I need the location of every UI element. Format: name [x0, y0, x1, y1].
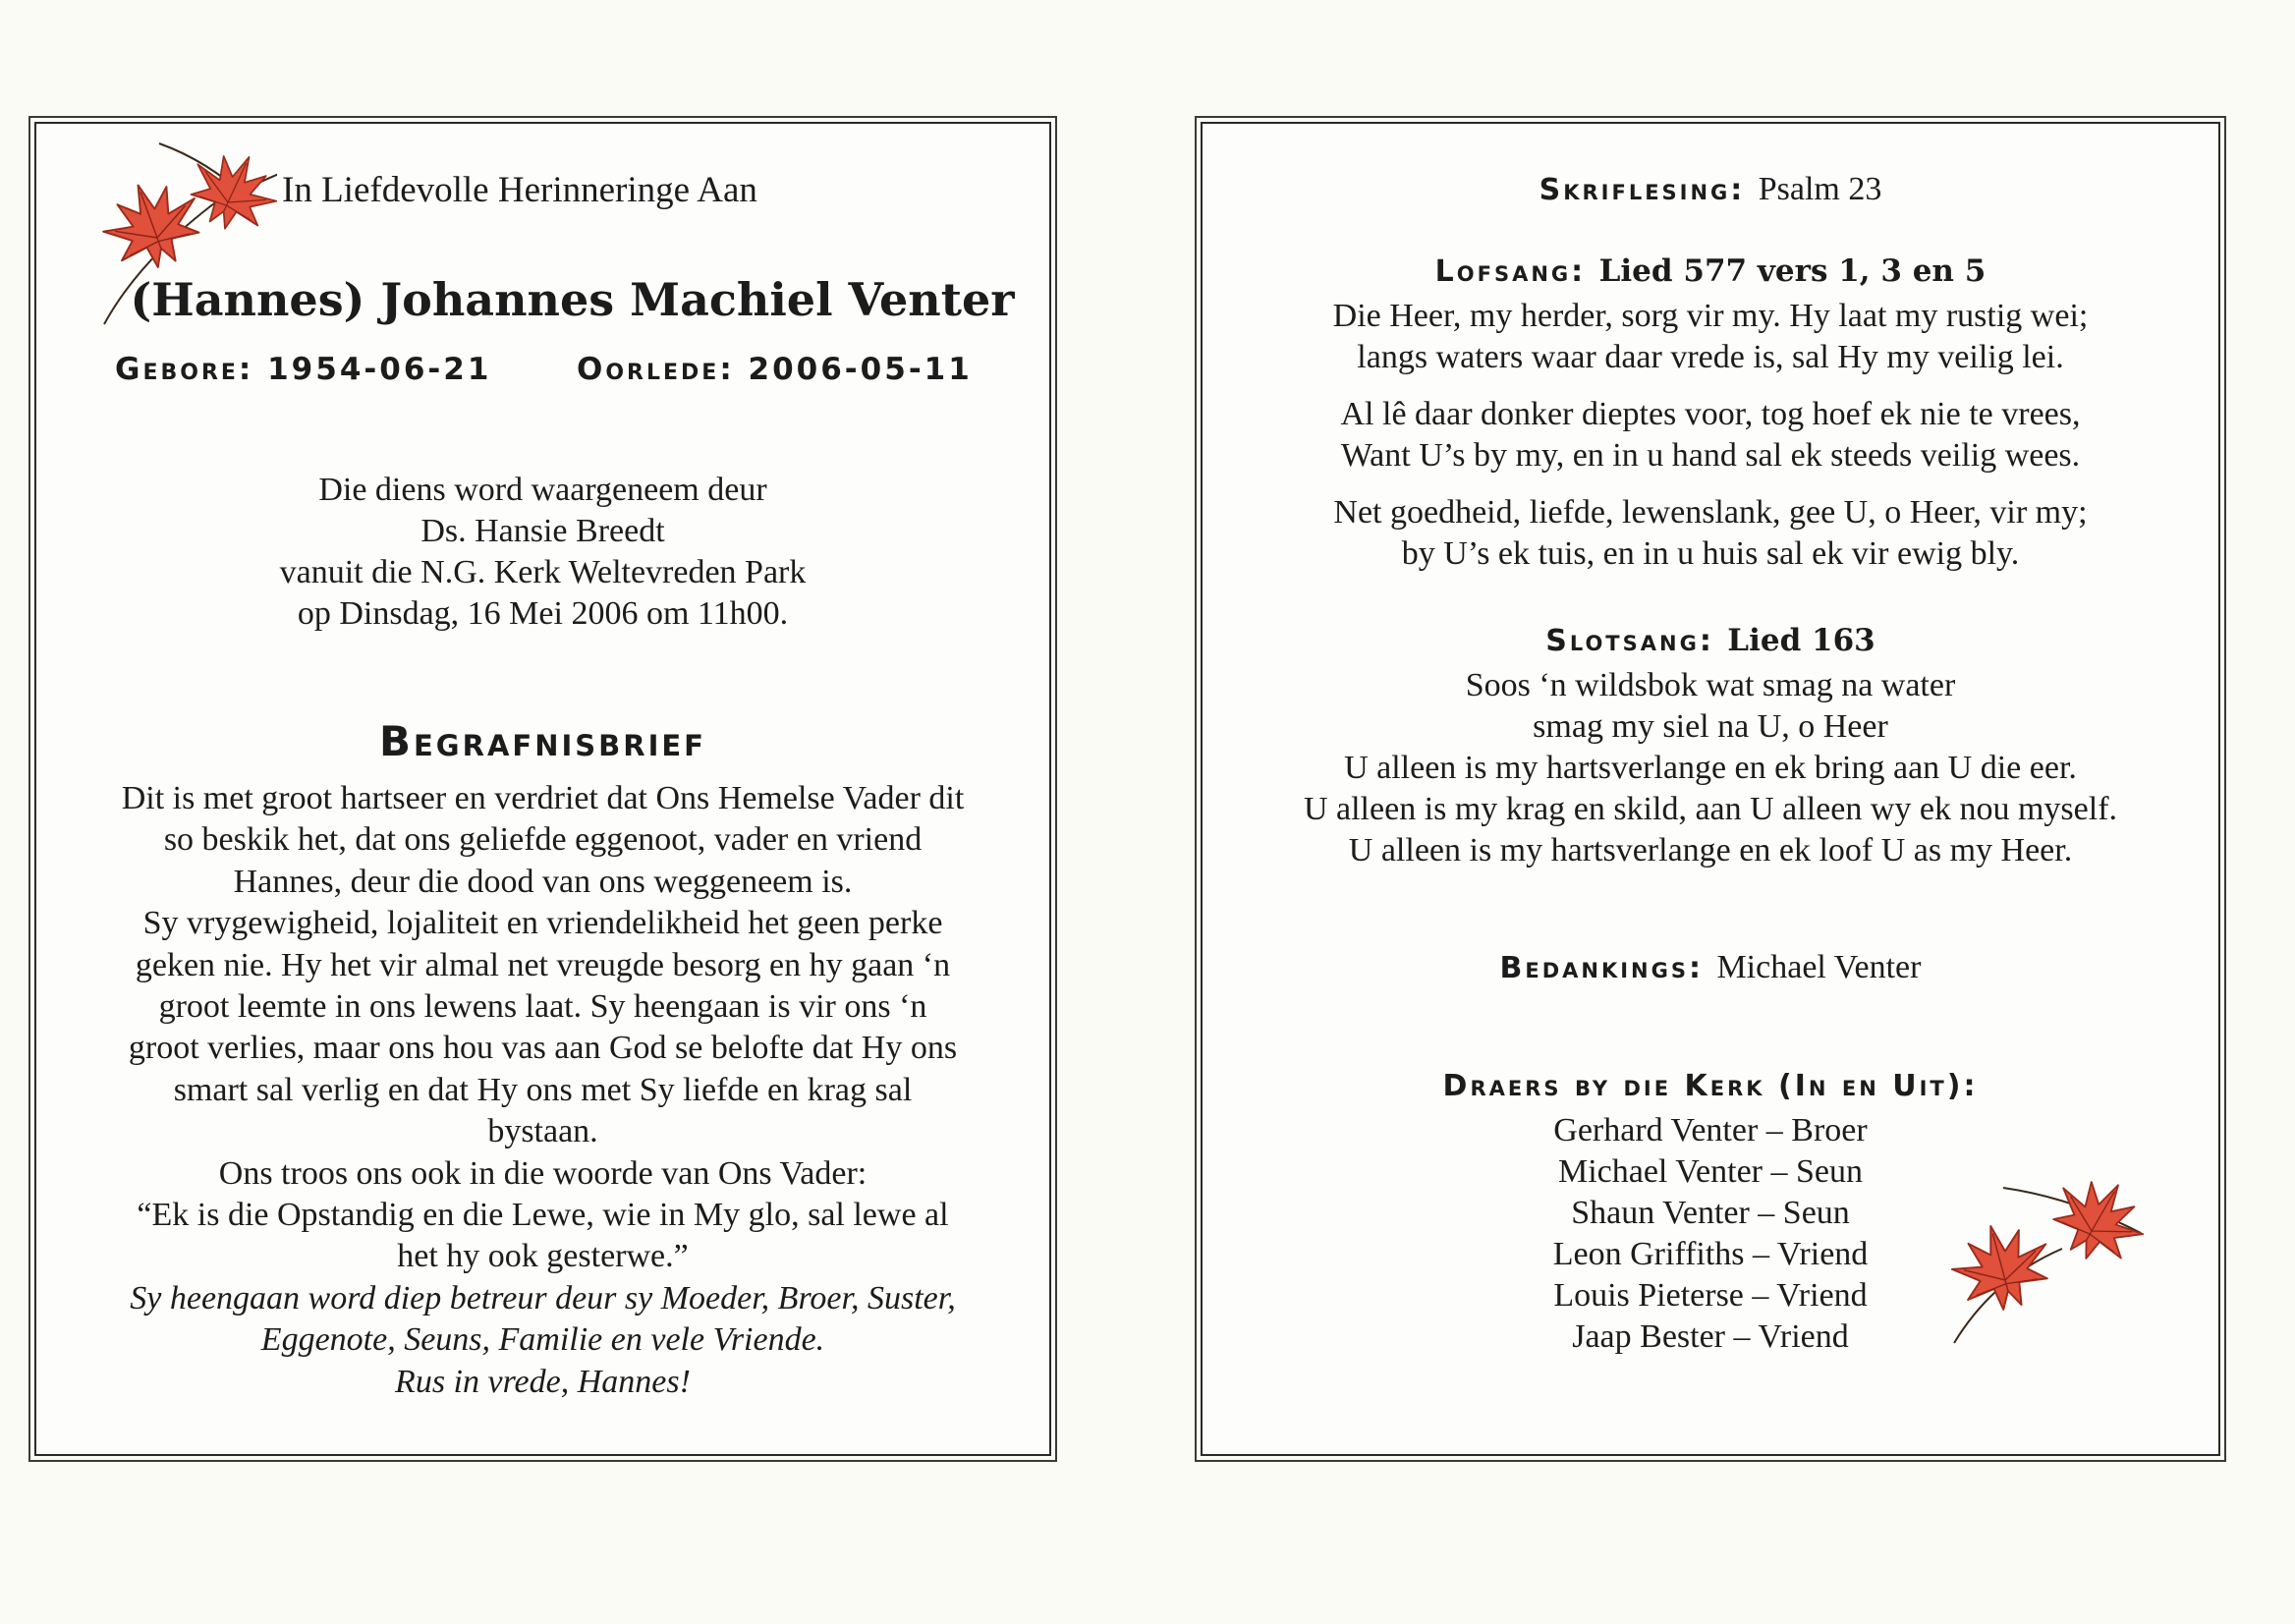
lofsang-label: Lofsang: — [1434, 254, 1587, 289]
bearers-heading: Draers by die Kerk (In en Uit): — [1442, 1069, 1979, 1103]
stanza-line: Want U’s by my, en in u hand sal ek steeds veilig wees. — [1340, 437, 2081, 474]
bearer-item: Shaun Venter – Seun — [1571, 1195, 1850, 1231]
letter-line: geken nie. Hy het vir almal net vreugde besorg en hy gaan ‘n — [135, 946, 951, 983]
memorial-intro: In Liefdevolle Herinneringe Aan — [282, 170, 757, 210]
stanza-line: langs waters waar daar vrede is, sal Hy my veilig lei. — [1357, 339, 2064, 375]
slotsang-line: smag my siel na U, o Heer — [1533, 708, 1888, 745]
closing-line: Sy heengaan word diep betreur deur sy Moeder, Broer, Suster, — [130, 1279, 956, 1316]
thanks-value: Michael Venter — [1716, 949, 1922, 985]
lofsang-value: Lied 577 vers 1, 3 en 5 — [1598, 253, 1987, 289]
service-line: op Dinsdag, 16 Mei 2006 om 11h00. — [297, 595, 789, 632]
maple-leaf-icon — [1944, 1170, 2170, 1347]
closing-line: Rus in vrede, Hannes! — [395, 1363, 691, 1400]
lofsang-heading — [1203, 253, 2218, 289]
letter-line: Hannes, deur die dood van ons weggeneem is. — [233, 863, 853, 900]
letter-line: Dit is met groot hartseer en verdriet dat Ons Hemelse Vader dit — [121, 780, 965, 816]
letter-heading: Begrafnisbrief — [378, 717, 706, 765]
slotsang-line: U alleen is my hartsverlange en ek bring aan U die eer. — [1344, 750, 2077, 786]
bearer-item: Michael Venter – Seun — [1557, 1153, 1864, 1190]
letter-line: Ons troos ons ook in die woorde van Ons Vader: — [218, 1154, 868, 1192]
died-label: Oorlede: — [577, 352, 735, 387]
deceased-name: (Hannes) Johannes Machiel Venter — [130, 273, 1015, 326]
letter-line: Sy vrygewigheid, lojaliteit en vriendelikheid het geen perke — [142, 905, 943, 942]
letter-line: groot verlies, maar ons hou vas aan God se belofte dat Hy ons — [128, 1030, 958, 1067]
reading-label: Skriflesing: — [1539, 173, 1746, 207]
letter-line: bystaan. — [487, 1113, 598, 1150]
born-label: Gebore: — [115, 352, 254, 387]
stanza-line: Die Heer, my herder, sorg vir my. Hy laat my rustig wei; — [1332, 298, 2089, 334]
letter-line: groot leemte in ons lewens laat. Sy heengaan is vir ons ‘n — [158, 988, 927, 1026]
slotsang-label: Slotsang: — [1545, 624, 1714, 658]
right-panel — [1201, 122, 2220, 1456]
service-details — [36, 470, 1049, 635]
died-value: 2006-05-11 — [748, 352, 973, 387]
reading-value: Psalm 23 — [1758, 171, 1882, 207]
slotsang-lines — [1203, 665, 2218, 871]
slotsang-value: Lied 163 — [1727, 623, 1875, 658]
thanks-label: Bedankings: — [1499, 951, 1704, 985]
died-date — [577, 352, 973, 387]
service-line: Die diens word waargeneem deur — [318, 472, 767, 508]
stanza-line: by U’s ek tuis, en in u huis sal ek vir ewig bly. — [1401, 535, 2020, 572]
letter-line: het hy ook gesterwe.” — [397, 1238, 689, 1275]
closing-line: Eggenote, Seuns, Familie en vele Vriende. — [260, 1321, 825, 1359]
thanks-heading — [1203, 949, 2218, 986]
bearer-item: Gerhard Venter – Broer — [1553, 1112, 1868, 1148]
stanza-line: Al lê daar donker dieptes voor, tog hoef ek nie te vrees, — [1340, 396, 2081, 432]
slotsang-heading — [1203, 623, 2218, 658]
bearer-item: Jaap Bester – Vriend — [1572, 1318, 1849, 1355]
born-date — [115, 352, 491, 387]
bearer-item: Leon Griffiths – Vriend — [1552, 1236, 1869, 1272]
reading-heading — [1203, 171, 2218, 208]
stanza-line: Net goedheid, liefde, lewenslank, gee U, o Heer, vir my; — [1333, 494, 2088, 531]
service-line: vanuit die N.G. Kerk Weltevreden Park — [279, 554, 807, 590]
slotsang-line: U alleen is my hartsverlange en ek loof U as my Heer. — [1348, 832, 2073, 868]
bearer-item: Louis Pieterse – Vriend — [1553, 1277, 1868, 1314]
born-value: 1954-06-21 — [267, 352, 492, 387]
service-line: Ds. Hansie Breedt — [420, 513, 665, 549]
left-panel — [34, 122, 1051, 1456]
letter-line: “Ek is die Opstandig en die Lewe, wie in My glo, sal lewe al — [137, 1197, 949, 1234]
lofsang-stanzas — [1203, 296, 2218, 575]
letter-line: so beskik het, dat ons geliefde eggenoot, vader en vriend — [163, 821, 923, 859]
slotsang-line: U alleen is my krag en skild, aan U alleen wy ek nou myself. — [1303, 791, 2118, 827]
letter-line: smart sal verlig en dat Hy ons met Sy liefde en krag sal — [173, 1071, 913, 1108]
letter-body — [76, 778, 1010, 1403]
slotsang-line: Soos ‘n wildsbok wat smag na water — [1465, 667, 1956, 703]
